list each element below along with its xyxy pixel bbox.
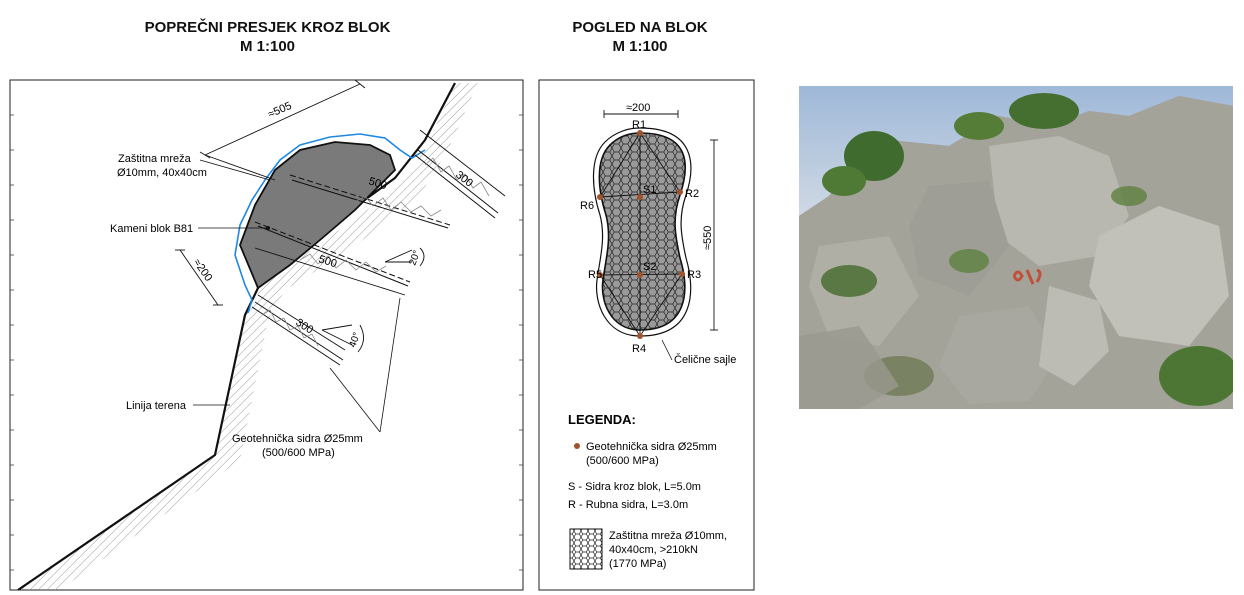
label-r1: R1 [632, 119, 647, 131]
legend-anchor-line1: Geotehnička sidra Ø25mm [586, 441, 717, 453]
legend-mesh-line1: Zaštitna mreža Ø10mm, [609, 530, 727, 542]
cables-label: Čelične sajle [674, 354, 737, 366]
angle-20-label: 20° [407, 249, 423, 268]
label-s1: S1 [643, 184, 657, 196]
legend-s-line: S - Sidra kroz blok, L=5.0m [568, 481, 701, 493]
block-outline [599, 133, 685, 330]
block-view-scale: M 1:100 [612, 38, 668, 55]
anchor-r4 [637, 333, 643, 339]
dim-500-upper-label: 500 [367, 175, 389, 193]
legend-r-line: R - Rubna sidra, L=3.0m [568, 499, 689, 511]
dim-500-lower-label: 500 [317, 253, 339, 271]
site-photo [799, 86, 1233, 409]
legend-anchor-dot [574, 443, 580, 449]
label-s2: S2 [643, 261, 657, 273]
terrain-label: Linija terena [126, 400, 186, 412]
dim-height-label: ≈550 [702, 225, 714, 250]
anchor-r2 [677, 189, 683, 195]
anchors-label-line2: (500/600 MPa) [262, 447, 335, 459]
legend-mesh-line2: 40x40cm, >210kN [609, 544, 698, 556]
cables-leader [662, 340, 672, 360]
legend-mesh-swatch [570, 529, 602, 569]
cross-section-scale: M 1:100 [239, 38, 296, 55]
block-view-title-text: POGLED NA BLOK [572, 19, 708, 36]
label-r5: R5 [588, 269, 603, 281]
mesh-label-line2: Ø10mm, 40x40cm [117, 167, 207, 179]
label-r6: R6 [580, 200, 595, 212]
mesh-label-line1: Zaštitna mreža [118, 153, 191, 165]
label-r2: R2 [685, 188, 700, 200]
dim-width-label: ≈200 [626, 102, 651, 114]
cross-section-frame [10, 80, 523, 590]
anchors-label-line1: Geotehnička sidra Ø25mm [232, 433, 363, 445]
dim-505-label: ≈505 [266, 99, 294, 121]
angle-40-label: 40° [347, 331, 363, 350]
cross-section-title-text: POPREČNI PRESJEK KROZ BLOK [144, 19, 391, 36]
legend-anchor-line2: (500/600 MPa) [586, 455, 659, 467]
legend-mesh-line3: (1770 MPa) [609, 558, 667, 570]
label-r4: R4 [632, 343, 647, 355]
block-dot [266, 226, 270, 230]
dim-300-top-label: 300 [453, 168, 476, 190]
anchor-r6 [597, 194, 603, 200]
block-label: Kameni blok B81 [110, 223, 194, 235]
anchor-r3 [679, 271, 685, 277]
label-r3: R3 [687, 269, 702, 281]
dim-300-bottom-label: 300 [293, 316, 316, 337]
dim-200-label: ≈200 [190, 256, 215, 284]
legend-heading: LEGENDA: [568, 412, 636, 427]
